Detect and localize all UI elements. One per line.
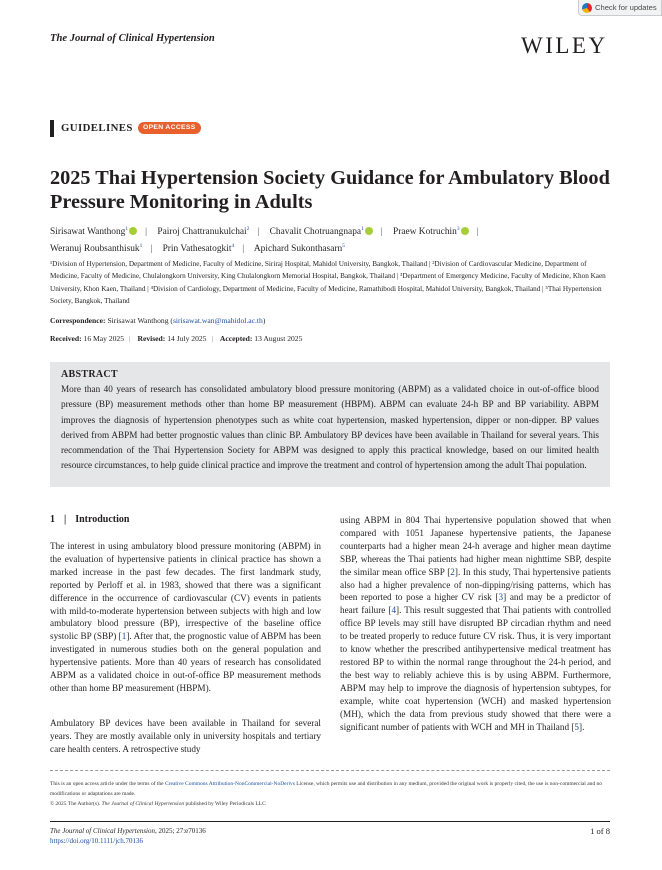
crossmark-icon <box>582 3 592 13</box>
article-title: 2025 Thai Hypertension Society Guidance for Ambulatory Blood Pressure Monitoring in Adults <box>50 167 610 213</box>
author[interactable]: Prin Vathesatogkit$^4$ <box>162 243 235 255</box>
doi-link[interactable]: https://doi.org/10.1111/jch.70136 <box>50 837 144 845</box>
author[interactable]: Apichard Sukonthasarn$^5$ <box>253 243 345 255</box>
body-paragraph: Ambulatory BP devices have been available in Thailand for several years. They are mostly available only in university hospitals and tertiary care health centers. A retrospective study <box>50 718 321 754</box>
license-notice: This is an open access article under the terms of the Creative Commons Attribution-NonCommercial-NoDerivs License, which permits use and distribution in any medium, provided the original work is properly cited, the use is non-commercial and no modifications or adaptations are made. © 2025 The Author(s). The Journal of Clinical Hypertension published by Wiley Periodicals LLC <box>50 781 603 807</box>
article-dates: Received: 16 May 2025 | Revised: 14 July 2025 | Accepted: 13 August 2025 <box>50 334 303 343</box>
citation-link[interactable]: 1 <box>121 631 127 642</box>
divider <box>50 770 610 771</box>
citation-link[interactable]: 2 <box>450 566 455 577</box>
author[interactable]: Chavalit Chotruangnapa$^1$ <box>270 227 373 237</box>
footer-citation: The Journal of Clinical Hypertension, 2025; 27:e70136 <box>50 827 206 835</box>
article-type: GUIDELINES <box>61 122 133 134</box>
open-access-badge: OPEN ACCESS <box>138 122 201 134</box>
orcid-icon[interactable] <box>461 227 469 235</box>
abstract-box <box>50 362 610 487</box>
correspondence-email-link[interactable]: sirisawat.wan@mahidol.ac.th <box>172 316 263 325</box>
affiliations: ¹Division of Hypertension, Department of Medicine, Faculty of Medicine, Siriraj Hospital, Mahidol University, Bangkok, Thailand | ²Division of Cardiovascular Medicine, Department of Medicine, Faculty of Medicine, Chulalongkorn University, King Chulalongkorn Memorial Hospital, Bangkok, Thailand | ³Department of Emergency Medicine, Faculty of Medicine, Khon Kaen University, Khon Kaen, Thailand | ⁴Division of Cardiology, Department of Medicine, Faculty of Medicine, Ramathibodi Hospital, Mahidol University, Bangkok, Thailand | ⁵Thai Hypertension Society, Bangkok, Thailand <box>50 260 606 306</box>
section-heading: 1 | Introduction <box>50 514 130 525</box>
body-paragraph: using ABPM in 804 Thai hypertensive population showed that when compared with 1051 Japanese hypertensive patients, the Japanese counterparts had a higher mean 24-h average and higher mean daytime SBP, whereas the Thai patients had higher mean nighttime SBP, despite the similar mean office SBP [2]. In this study, Thai hypertensive patients also had a higher prevalence of non-dipping/rising patterns, which has been reported to pose a higher CV risk [3] and may be a predictor of heart failure [4]. This result suggested that Thai patients with controlled office BP levels may still have disrupted BP circadian rhythm and need to be treated properly to reduce future CV risk. Thus, it is very important to know whether the prescribed antihypertensive medical treatment has restored BP to within the normal range throughout the 24-h period, and the best way to reliably achieve this is by using ABPM. Furthermore, ABPM may help to improve the diagnosis of hypertension subtypes, for example, white coat hypertension (WCH) and masked hypertension (MH), which the data from previous study showed that there were a significant number of patients with WCH and MH in Thailand [5]. <box>340 515 611 732</box>
author[interactable]: Praew Kotruchin$^3$ <box>393 227 469 237</box>
orcid-icon[interactable] <box>129 227 137 235</box>
author[interactable]: Weranuj Roubsanthisuk$^1$ <box>50 243 143 255</box>
check-for-updates-label: Check for updates <box>595 3 657 12</box>
abstract-heading: ABSTRACT <box>61 369 118 380</box>
page-number: 1 of 8 <box>590 826 610 836</box>
journal-name: The Journal of Clinical Hypertension <box>50 33 215 44</box>
check-for-updates-button[interactable] <box>578 0 662 16</box>
orcid-icon[interactable] <box>365 227 373 235</box>
citation-link[interactable]: 3 <box>498 592 504 603</box>
citation-link[interactable]: 5 <box>574 721 580 732</box>
author[interactable]: Pairoj Chattranukulchai$^2$ <box>157 226 250 237</box>
correspondence: Correspondence: Sirisawat Wanthong (sirisawat.wan@mahidol.ac.th) <box>50 316 266 325</box>
article-type-bar <box>50 120 54 137</box>
author[interactable]: Sirisawat Wanthong$^1$ <box>50 227 137 237</box>
author-list: Sirisawat Wanthong$^1$ | Pairoj Chattranukulchai$^2$ | Chavalit Chotruangnapa$^1$ | Praew Kotruchin$^3$ | Weranuj Roubsanthisuk$^1$ | Prin Vathesatogkit$^4$ | Apichard Sukonthasarn$^5$ <box>50 226 479 255</box>
license-link[interactable]: Creative Commons Attribution-NonCommercial-NoDerivs <box>165 781 295 787</box>
body-paragraph: The interest in using ambulatory blood pressure monitoring (ABPM) in the evaluation of hypertensive patients in clinical practice has shown a marked increase in the past few decades. The first landmark study, reported by Perloff et al. in 1983, showed that there was a significant difference in the occurrence of cardiovascular (CV) events in patients with mild-to-moderate hypertension between subjects with high and low ambulatory blood pressure (BP), irrespective of the baseline office systolic BP (SBP) [1]. After that, the prognostic value of ABPM has been investigated in numerous studies both on the general population and hypertensive patients. More than 40 years of research has consolidated ABPM as a validated choice in out-of-office BP measurement methods other than home BP measurement (HBPM). <box>50 541 321 693</box>
footer-rule <box>50 821 610 822</box>
publisher-logo: WILEY <box>521 33 608 58</box>
abstract-text: More than 40 years of research has consolidated ambulatory blood pressure monitoring (ABPM) as a validated choice in out-of-office blood pressure (BP) measurement methods other than home BP measurement (HBPM). ABPM can evaluate 24-h BP and BP variability. ABPM improves the diagnosis of hypertension phenotypes such as white coat hypertension, masked hypertension, dipper or non-dipper. BP values derived from ABPM had better prognostic values than clinic BP. Ambulatory BP devices have been available in Thailand for several years. This recommendation of the Thai Hypertension Society for ABPM was designed to apply this practical knowledge, based on our limited health resource circumstances, to help guide clinical practice and improve the treatment and control of hypertension among the adult Thai population. <box>61 384 599 471</box>
citation-link[interactable]: 4 <box>391 605 397 616</box>
